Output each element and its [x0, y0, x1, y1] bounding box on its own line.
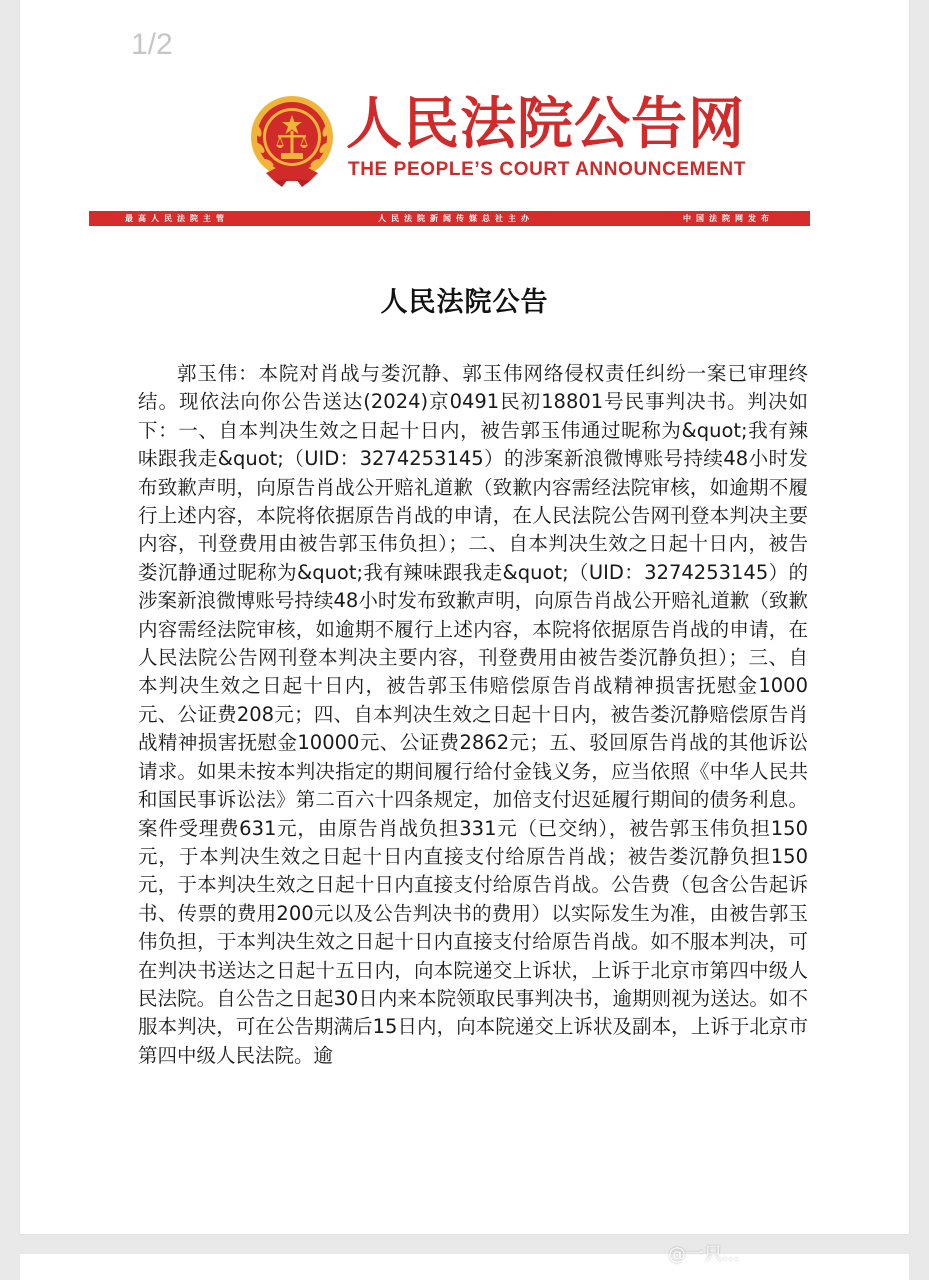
watermark-text: @一只...: [668, 1244, 740, 1265]
banner-center-text: 人民法院新闻传媒总社主办: [378, 214, 534, 223]
page-indicator: 1/2: [131, 28, 173, 61]
document-page-1[interactable]: [20, 0, 909, 1234]
document-page-2-edge: [20, 1254, 909, 1280]
banner-right-text: 中国法院网发布: [683, 214, 774, 223]
site-title: 人民法院公告网: [346, 92, 745, 157]
header-banner: [89, 211, 810, 226]
masthead: [248, 92, 746, 193]
document-title: 人民法院公告: [380, 287, 549, 318]
banner-left-text: 最高人民法院主管: [125, 214, 229, 223]
court-emblem-icon: [248, 93, 336, 189]
site-subtitle: THE PEOPLE’S COURT ANNOUNCEMENT: [348, 159, 746, 180]
document-body: 郭玉伟：本院对肖战与娄沉静、郭玉伟网络侵权责任纠纷一案已审理终结。现依法向你公告送达(2024)京0491民初18801号民事判决书。判决如下：一、自本判决生效之日起十日内，被告郭玉伟通过昵称为&quot;我有辣味跟我走&quot;（UID：3274253145）的涉案新浪微博账号持续48小时发布致歉声明，向原告肖战公开赔礼道歉（致歉内容需经法院审核，如逾期不履行上述内容，本院将依据原告肖战的申请，在人民法院公告网刊登本判决主要内容，刊登费用由被告郭玉伟负担）；二、自本判决生效之日起十日内，被告娄沉静通过昵称为&quot;我有辣味跟我走&quot;（UID：3274253145）的涉案新浪微博账号持续48小时发布致歉声明，向原告肖战公开赔礼道歉（致歉内容需经法院审核，如逾期不履行上述内容，本院将依据原告肖战的申请，在人民法院公告网刊登本判决主要内容，刊登费用由被告娄沉静负担）；三、自本判决生效之日起十日内，被告郭玉伟赔偿原告肖战精神损害抚慰金1000元、公证费208元；四、自本判决生效之日起十日内，被告娄沉静赔偿原告肖战精神损害抚慰金10000元、公证费2862元；五、驳回原告肖战的其他诉讼请求。如果未按本判决指定的期间履行给付金钱义务，应当依照《中华人民共和国民事诉讼法》第二百六十四条规定，加倍支付迟延履行期间的债务利息。案件受理费631元，由原告肖战负担331元（已交纳），被告郭玉伟负担150元，于本判决生效之日起十日内直接支付给原告肖战；被告娄沉静负担150元，于本判决生效之日起十日内直接支付给原告肖战。公告费（包含公告起诉书、传票的费用200元以及公告判决书的费用）以实际发生为准，由被告郭玉伟负担，于本判决生效之日起十日内直接支付给原告肖战。如不服本判决，可在判决书送达之日起十五日内，向本院递交上诉状，上诉于北京市第四中级人民法院。自公告之日起30日内来本院领取民事判决书，逾期则视为送达。如不服本判决，可在公告期满后15日内，向本院递交上诉状及副本，上诉于北京市第四中级人民法院。逾: [138, 362, 808, 1067]
